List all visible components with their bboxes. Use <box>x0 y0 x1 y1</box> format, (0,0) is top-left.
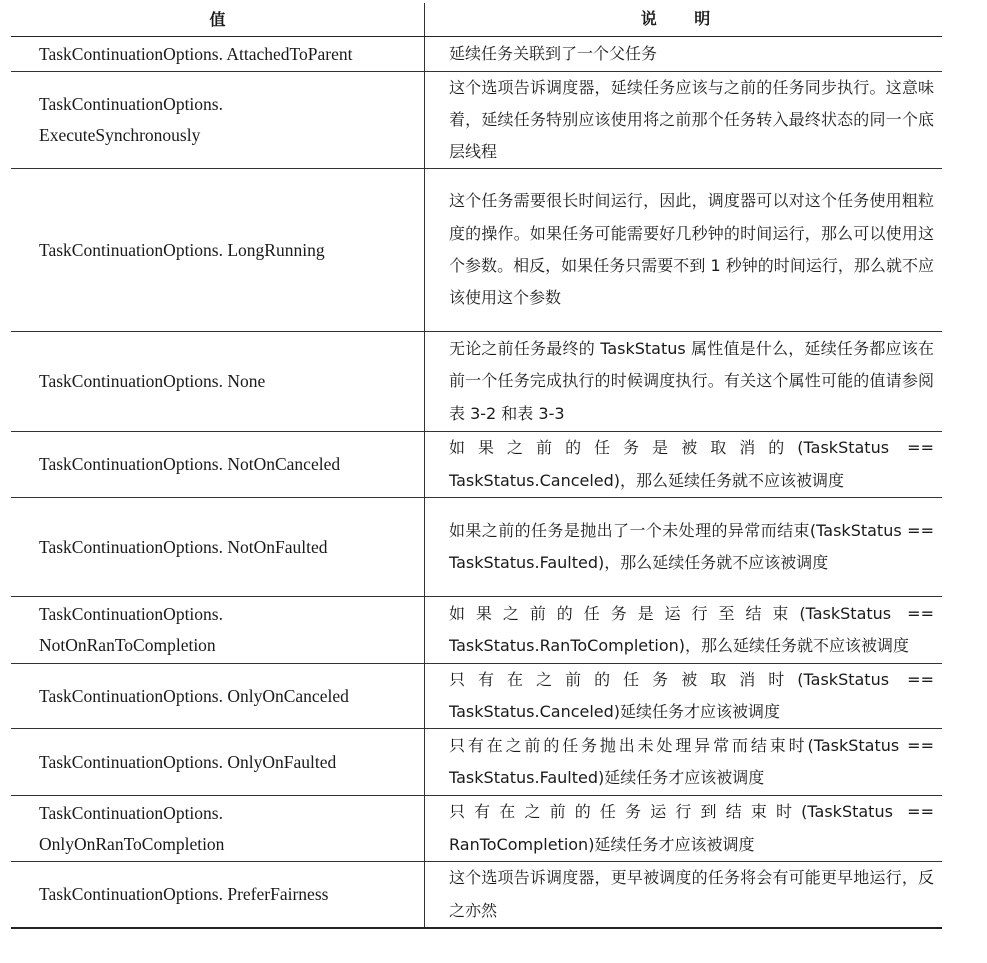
option-description: 只有在之前的任务抛出未处理异常而结束时(TaskStatus == TaskStatus.Faulted)延续任务才应该被调度 <box>449 735 934 787</box>
table-row <box>11 169 942 332</box>
options-table <box>11 3 942 929</box>
option-value: TaskContinuationOptions. ExecuteSynchronously <box>11 72 425 168</box>
table-row <box>11 432 942 498</box>
option-description: 只有在之前的任务运行到结束时(TaskStatus == RanToCompletion)延续任务才应该被调度 <box>449 802 934 854</box>
table-row <box>11 862 942 929</box>
table-row <box>11 37 942 72</box>
option-value: TaskContinuationOptions. OnlyOnFaulted <box>11 729 425 795</box>
option-value: TaskContinuationOptions. OnlyOnCanceled <box>11 664 425 728</box>
option-value: TaskContinuationOptions. None <box>11 332 425 431</box>
option-description: 如果之前的任务是抛出了一个未处理的异常而结束(TaskStatus == TaskStatus.Faulted)，那么延续任务就不应该被调度 <box>449 520 934 572</box>
option-value: TaskContinuationOptions. LongRunning <box>11 169 425 331</box>
option-value: TaskContinuationOptions. NotOnRanToCompletion <box>11 597 425 663</box>
option-description: 这个任务需要很长时间运行，因此，调度器可以对这个任务使用粗粒度的操作。如果任务可能需要好几秒钟的时间运行，那么可以使用这个参数。相反，如果任务只需要不到 1 秒钟的时间运行，那么就不应该使用这个参数 <box>449 191 934 308</box>
option-value: TaskContinuationOptions. PreferFairness <box>11 862 425 927</box>
table-row <box>11 72 942 169</box>
table-row <box>11 729 942 796</box>
option-value: TaskContinuationOptions. NotOnFaulted <box>11 498 425 596</box>
table-body <box>11 37 942 929</box>
option-description: 这个选项告诉调度器，延续任务应该与之前的任务同步执行。这意味着，延续任务特别应该使用将之前那个任务转入最终状态的同一个底层线程 <box>449 77 934 162</box>
table-row <box>11 664 942 729</box>
header-value: 值 <box>11 3 425 36</box>
option-description: 这个选项告诉调度器，更早被调度的任务将会有可能更早地运行，反之亦然 <box>449 868 934 920</box>
option-description: 只有在之前的任务被取消时(TaskStatus == TaskStatus.Canceled)延续任务才应该被调度 <box>449 669 934 721</box>
table-row <box>11 597 942 664</box>
option-value: TaskContinuationOptions. NotOnCanceled <box>11 432 425 497</box>
option-description: 延续任务关联到了一个父任务 <box>449 43 658 63</box>
table-header <box>11 3 942 37</box>
table-row <box>11 332 942 432</box>
table-row <box>11 498 942 597</box>
header-description: 说 明 <box>640 9 727 29</box>
option-description: 如果之前的任务是运行至结束(TaskStatus == TaskStatus.RanToCompletion)，那么延续任务就不应该被调度 <box>449 603 934 655</box>
option-value: TaskContinuationOptions. OnlyOnRanToCompletion <box>11 796 425 861</box>
option-description: 无论之前任务最终的 TaskStatus 属性值是什么，延续任务都应该在前一个任务完成执行的时候调度执行。有关这个属性可能的值请参阅表 3-2 和表 3-3 <box>449 339 934 423</box>
option-description: 如果之前的任务是被取消的(TaskStatus == TaskStatus.Canceled)，那么延续任务就不应该被调度 <box>449 438 934 490</box>
option-value: TaskContinuationOptions. AttachedToParent <box>11 37 425 71</box>
table-row <box>11 796 942 862</box>
